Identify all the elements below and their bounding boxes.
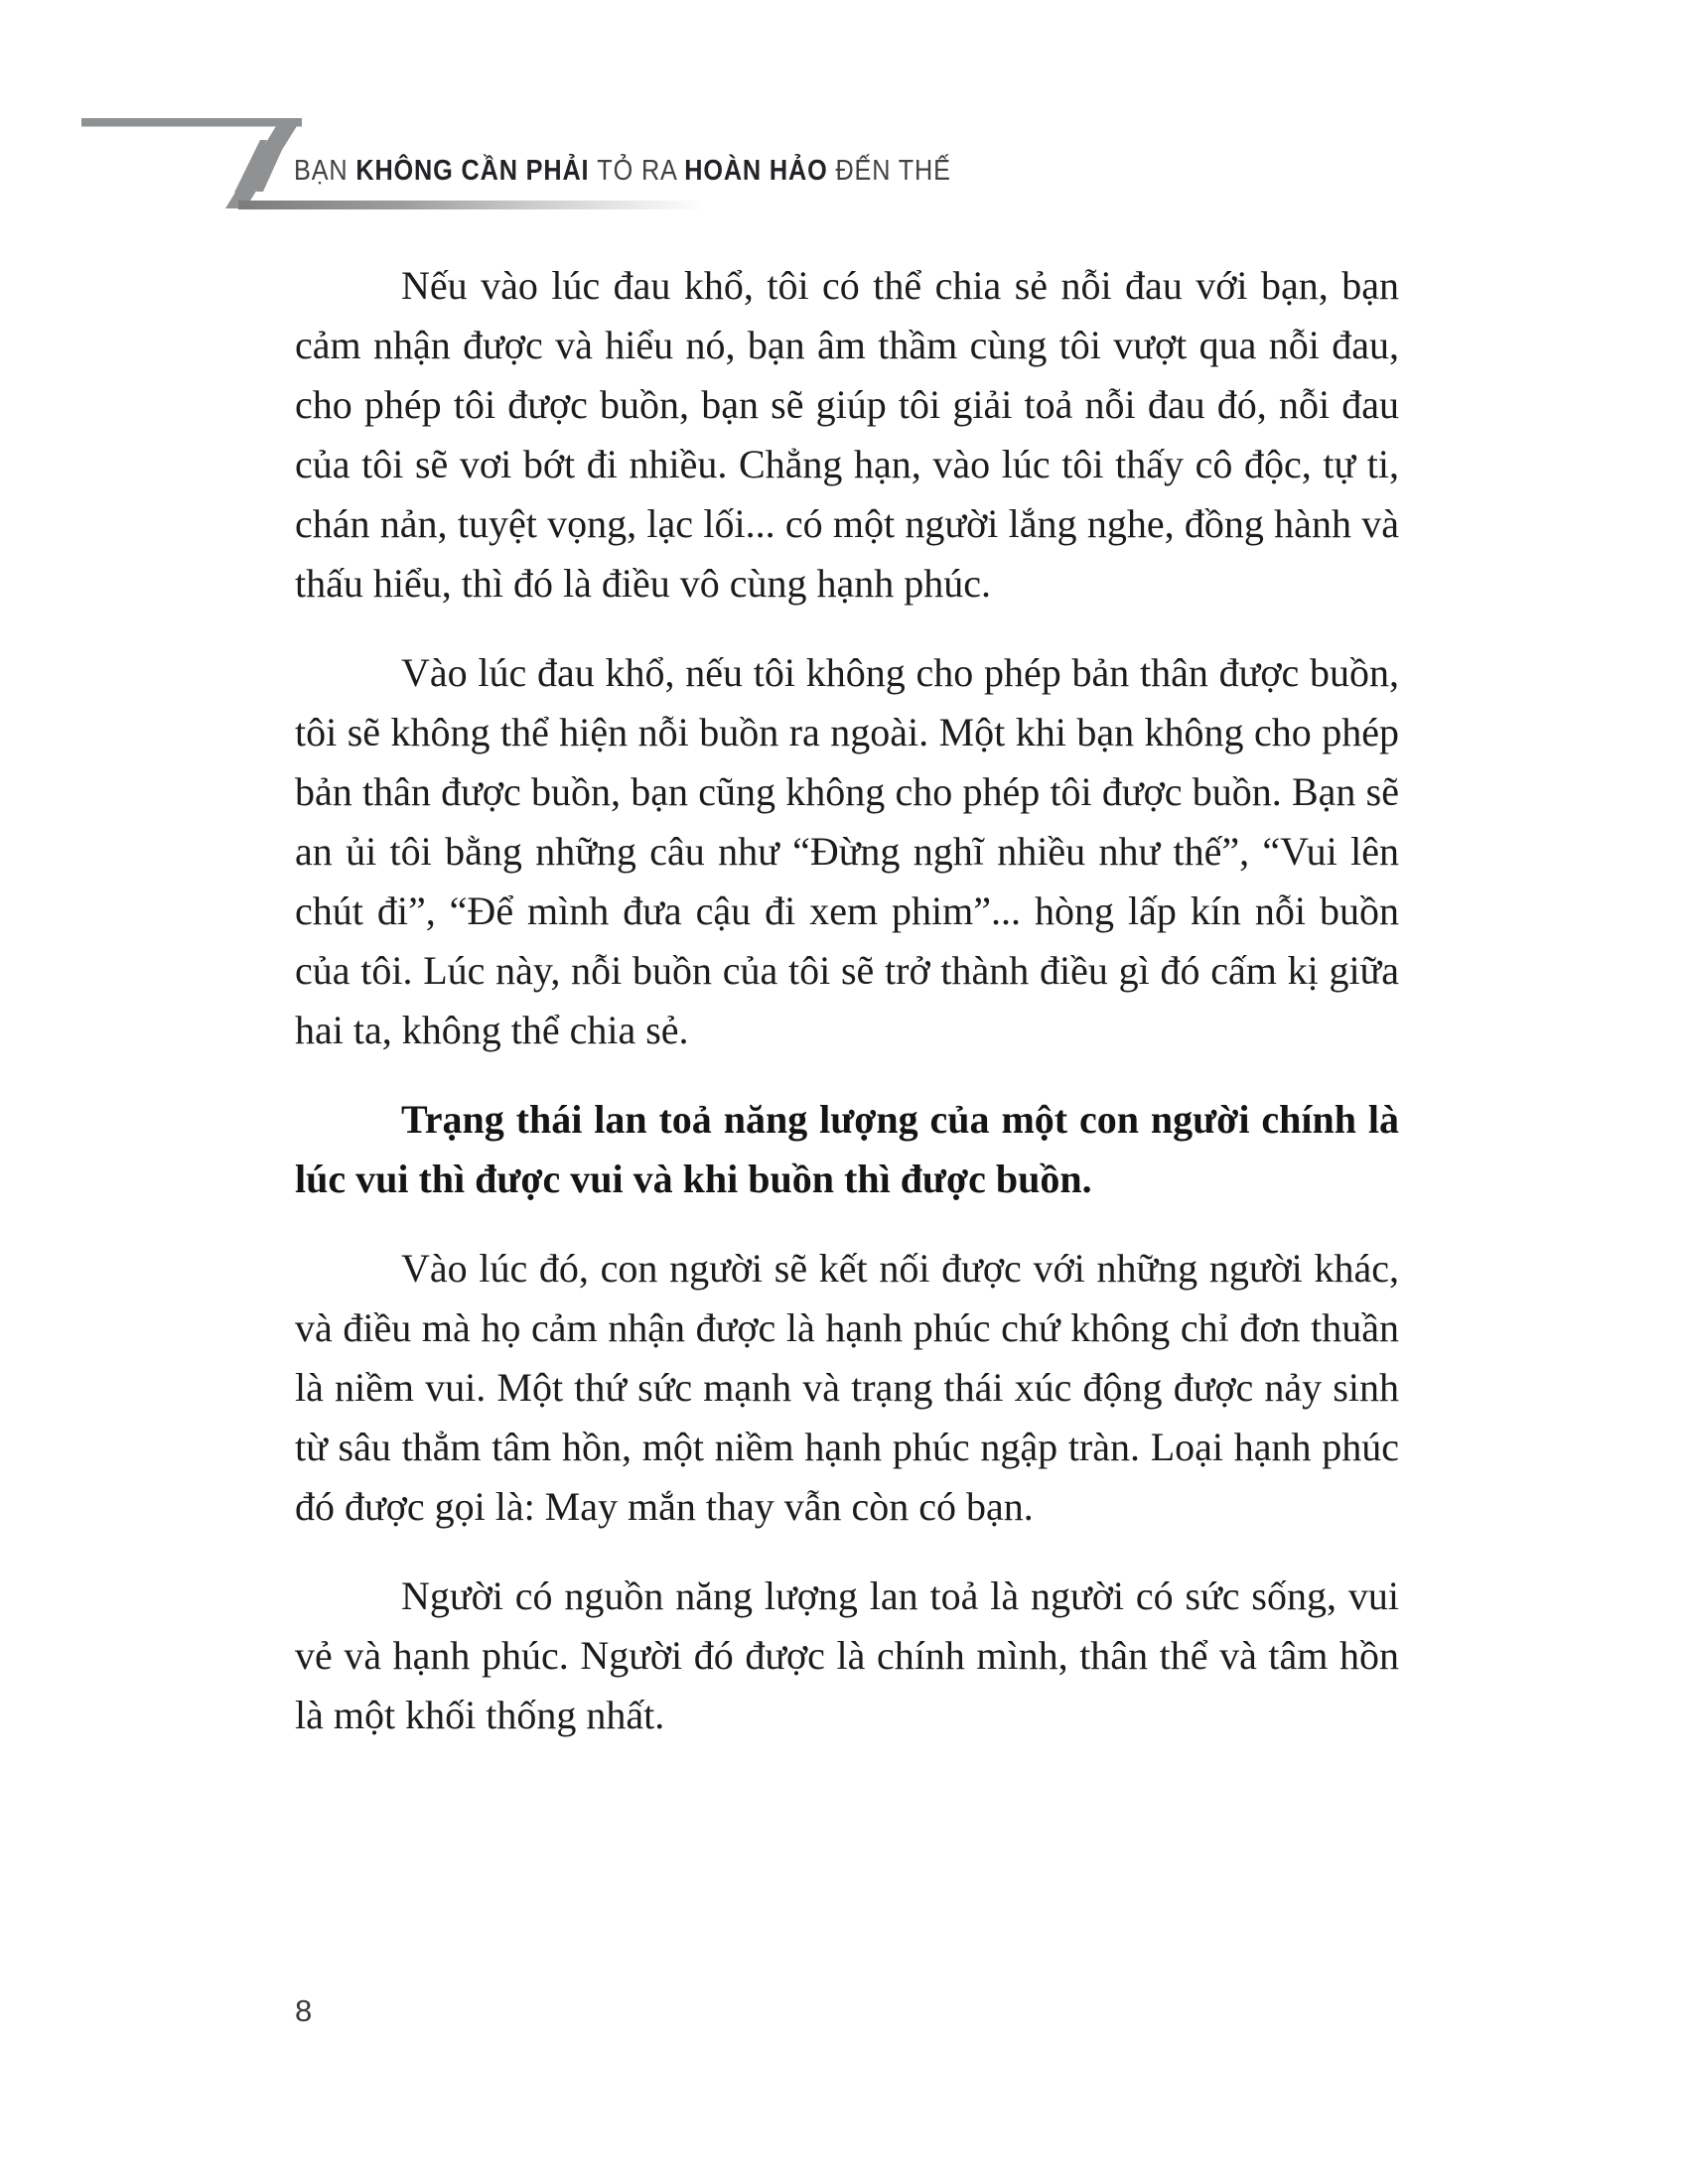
header-big-slash [225, 118, 302, 208]
running-header-title-part: BẠN [294, 154, 356, 187]
running-header-title-part: TỎ RA [597, 154, 685, 187]
page-number: 8 [295, 1993, 313, 2028]
page-body-text [295, 256, 1399, 1775]
running-header-title-part: HOÀN HẢO [684, 154, 836, 187]
body-paragraph: Nếu vào lúc đau khổ, tôi có thể chia sẻ nỗi đau với bạn, bạn cảm nhận được và hiểu nó, bạn âm thầm cùng tôi vượt qua nỗi đau, cho phép tôi được buồn, bạn sẽ giúp tôi giải toả nỗi đau đó, nỗi đau của tôi sẽ vơi bớt đi nhiều. Chẳng hạn, vào lúc tôi thấy cô độc, tự ti, chán nản, tuyệt vọng, lạc lối... có một người lắng nghe, đồng hành và thấu hiểu, thì đó là điều vô cùng hạnh phúc. [295, 263, 1399, 606]
header-bar [81, 118, 302, 127]
body-paragraph: Vào lúc đó, con người sẽ kết nối được với những người khác, và điều mà họ cảm nhận được là hạnh phúc chứ không chỉ đơn thuần là niềm vui. Một thứ sức mạnh và trạng thái xúc động được nảy sinh từ sâu thẳm tâm hồn, một niềm hạnh phúc ngập tràn. Loại hạnh phúc đó được gọi là: May mắn thay vẫn còn có bạn. [295, 1246, 1399, 1529]
running-header-title-part: KHÔNG CẦN PHẢI [355, 154, 598, 187]
body-paragraph: Trạng thái lan toả năng lượng của một con người chính là lúc vui thì được vui và khi buồn thì được buồn. [295, 1097, 1399, 1201]
running-header-title [294, 149, 951, 193]
header-gradient-strip [238, 201, 705, 209]
body-paragraph: Người có nguồn năng lượng lan toả là người có sức sống, vui vẻ và hạnh phúc. Người đó được là chính mình, thân thể và tâm hồn là một khối thống nhất. [295, 1573, 1399, 1737]
body-paragraph: Vào lúc đau khổ, nếu tôi không cho phép bản thân được buồn, tôi sẽ không thể hiện nỗi buồn ra ngoài. Một khi bạn không cho phép bản thân được buồn, bạn cũng không cho phép tôi được buồn. Bạn sẽ an ủi tôi bằng những câu như “Đừng nghĩ nhiều như thế”, “Vui lên chút đi”, “Để mình đưa cậu đi xem phim”... hòng lấp kín nỗi buồn của tôi. Lúc này, nỗi buồn của tôi sẽ trở thành điều gì đó cấm kị giữa hai ta, không thể chia sẻ. [295, 650, 1399, 1052]
running-header-title-part: ĐẾN THẾ [835, 154, 951, 187]
